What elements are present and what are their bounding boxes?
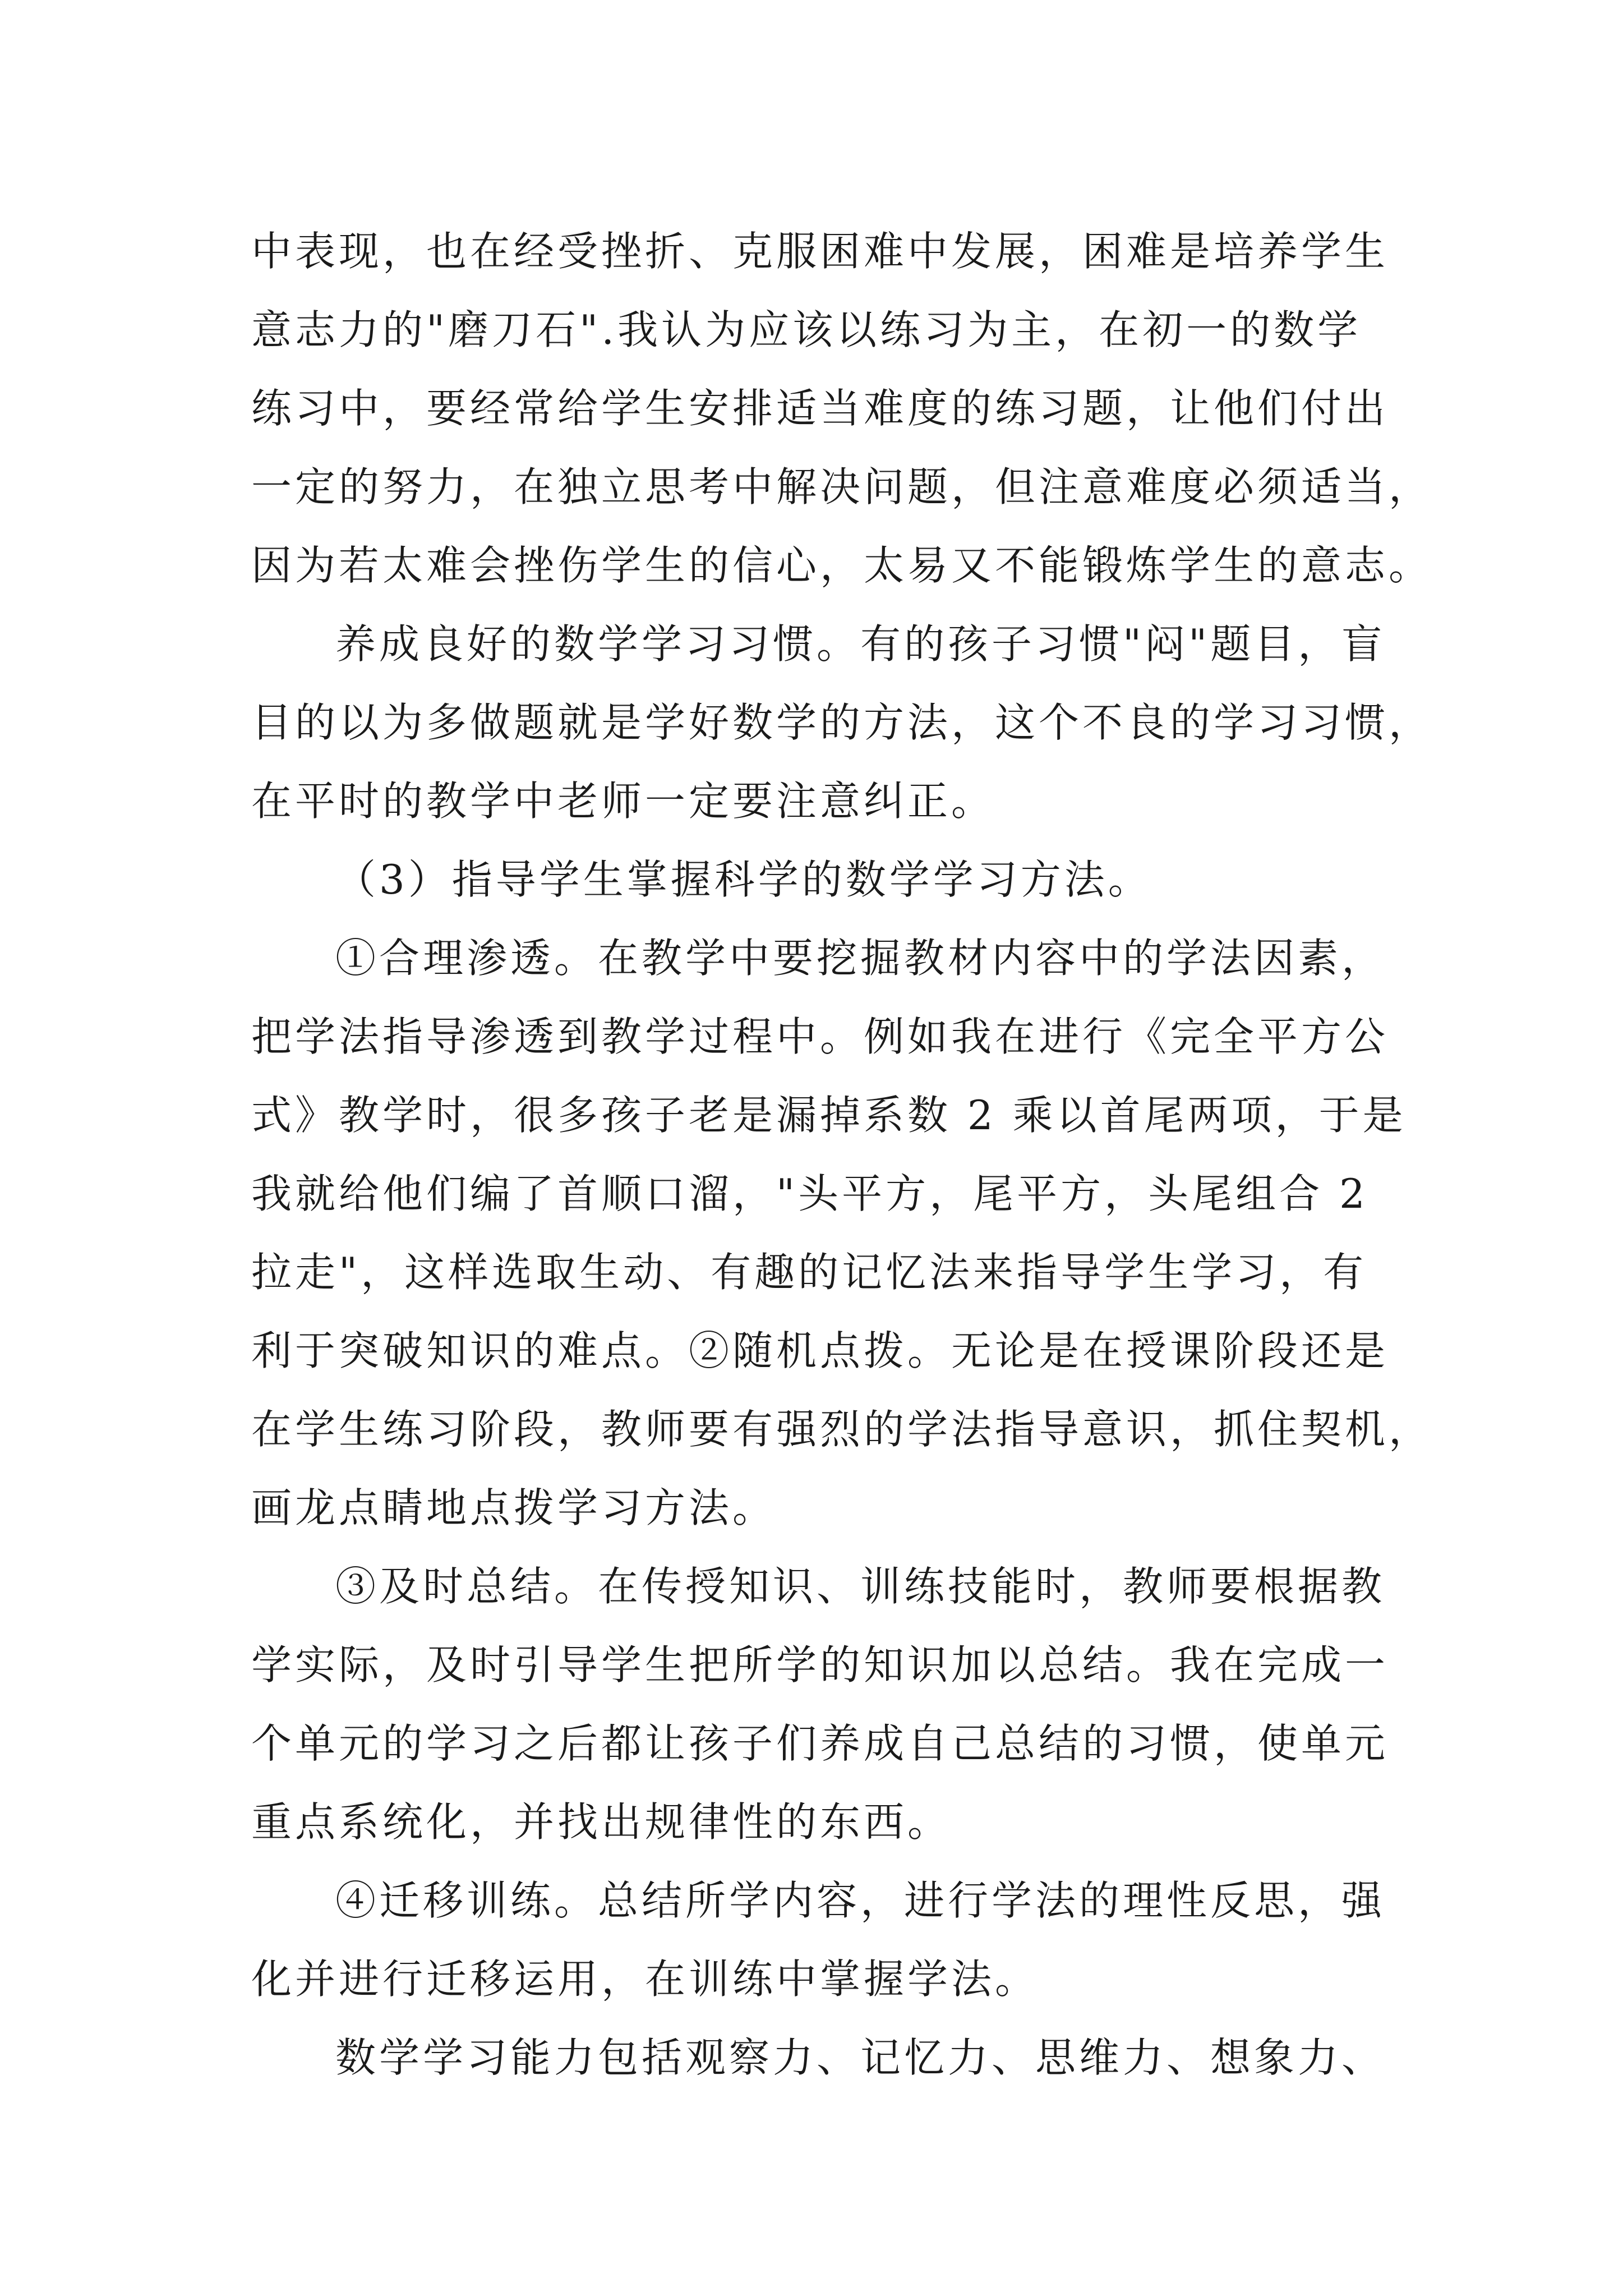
text-line: 学实际，及时引导学生把所学的知识加以总结。我在完成一 bbox=[251, 1641, 1389, 1688]
text-line: 利于突破知识的难点。②随机点拨。无论是在授课阶段还是 bbox=[251, 1327, 1389, 1374]
text-line: 画龙点睛地点拨学习方法。 bbox=[251, 1484, 777, 1531]
paragraph-start-line: ③及时总结。在传授知识、训练技能时，教师要根据教 bbox=[335, 1563, 1386, 1610]
text-line: 中表现，也在经受挫折、克服困难中发展，困难是培养学生 bbox=[251, 228, 1389, 275]
text-line: 式》教学时，很多孩子老是漏掉系数 2 乘以首尾两项，于是 bbox=[251, 1092, 1407, 1139]
text-line: 化并进行迁移运用，在训练中掌握学法。 bbox=[251, 1955, 1039, 2003]
text-line: 因为若太难会挫伤学生的信心，太易又不能锻炼学生的意志。 bbox=[251, 542, 1433, 589]
text-line: 在学生练习阶段，教师要有强烈的学法指导意识，抓住契机， bbox=[251, 1406, 1433, 1453]
text-line: 个单元的学习之后都让孩子们养成自己总结的习惯，使单元 bbox=[251, 1720, 1389, 1767]
text-line: 目的以为多做题就是学好数学的方法，这个不良的学习习惯， bbox=[251, 699, 1433, 746]
paragraph-start-line: 数学学习能力包括观察力、记忆力、思维力、想象力、 bbox=[335, 2034, 1386, 2081]
paragraph-start-line: ④迁移训练。总结所学内容，进行学法的理性反思，强 bbox=[335, 1877, 1386, 1924]
text-line: 重点系统化，并找出规律性的东西。 bbox=[251, 1798, 952, 1846]
text-line: 拉走"，这样选取生动、有趣的记忆法来指导学生学习，有 bbox=[251, 1249, 1367, 1296]
text-line: 一定的努力，在独立思考中解决问题，但注意难度必须适当， bbox=[251, 463, 1433, 510]
text-line: 练习中，要经常给学生安排适当难度的练习题，让他们付出 bbox=[251, 385, 1389, 432]
body-text bbox=[251, 212, 1433, 2097]
section-heading: （3）指导学生掌握科学的数学学习方法。 bbox=[335, 856, 1152, 903]
paragraph-start-line: ①合理渗透。在教学中要挖掘教材内容中的学法因素， bbox=[335, 935, 1386, 982]
text-line: 意志力的"磨刀石".我认为应该以练习为主，在初一的数学 bbox=[251, 306, 1362, 353]
text-line: 我就给他们编了首顺口溜，"头平方，尾平方，头尾组合 2 bbox=[251, 1170, 1368, 1217]
paragraph-start-line: 养成良好的数学学习习惯。有的孩子习惯"闷"题目，盲 bbox=[335, 620, 1386, 668]
text-line: 在平时的教学中老师一定要注意纠正。 bbox=[251, 777, 995, 825]
text-line: 把学法指导渗透到教学过程中。例如我在进行《完全平方公 bbox=[251, 1013, 1389, 1060]
